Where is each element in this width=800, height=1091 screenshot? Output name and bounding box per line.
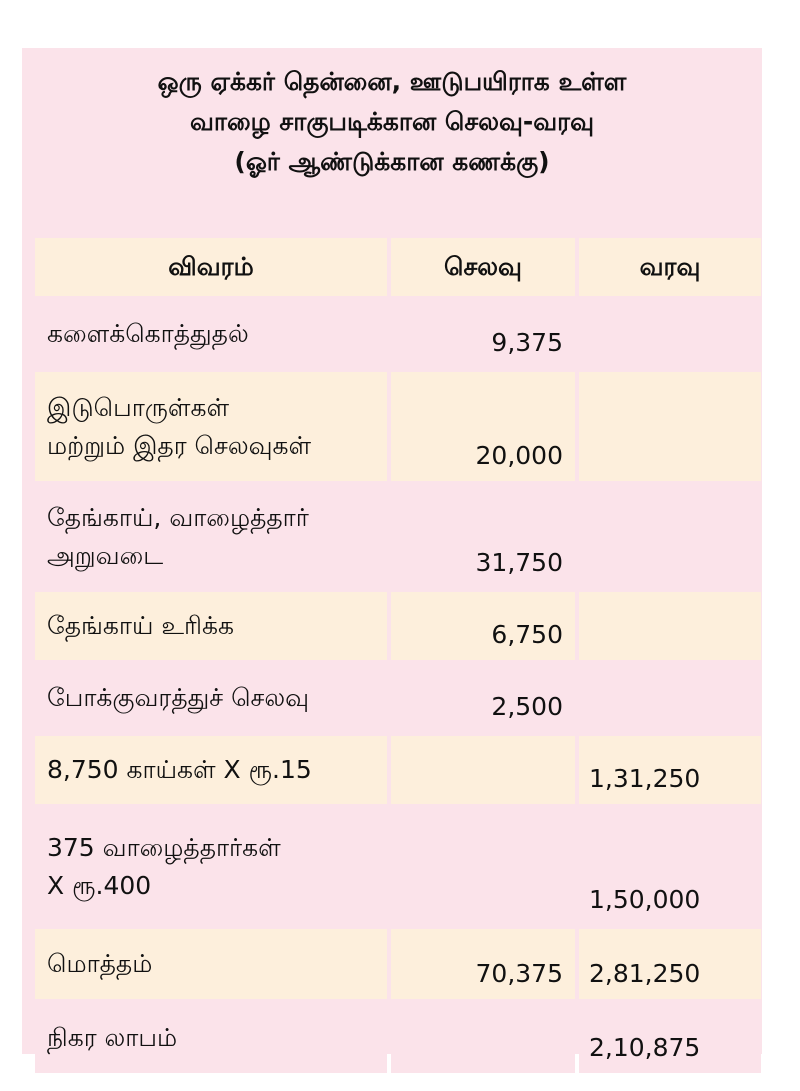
header-expense: செலவு (391, 238, 575, 296)
table-row (35, 485, 761, 588)
table-row (35, 372, 761, 481)
row-expense: 70,375 (391, 929, 575, 999)
row-expense (391, 808, 575, 925)
table-row-total (35, 929, 761, 999)
title-line-2: வாழை சாகுபடிக்கான செலவு-வரவு (189, 107, 595, 136)
row-expense: 31,750 (391, 485, 575, 588)
row-item: 375 வாழைத்தார்கள் X ரூ.400 (35, 808, 387, 925)
header-particulars: விவரம் (35, 238, 387, 296)
row-item: இடுபொருள்கள் மற்றும் இதர செலவுகள் (35, 372, 387, 481)
row-item: மொத்தம் (35, 929, 387, 999)
table-row (35, 664, 761, 732)
table-row (35, 300, 761, 368)
row-item: தேங்காய் உரிக்க (35, 592, 387, 660)
row-item: களைக்கொத்துதல் (35, 300, 387, 368)
row-item: தேங்காய், வாழைத்தார் அறுவடை (35, 485, 387, 588)
header-income: வரவு (579, 238, 761, 296)
row-item: நிகர லாபம் (35, 1003, 387, 1073)
row-expense: 6,750 (391, 592, 575, 660)
title-line-1: ஒரு ஏக்கர் தென்னை, ஊடுபயிராக உள்ள (157, 67, 627, 96)
row-expense: 9,375 (391, 300, 575, 368)
row-income: 1,50,000 (579, 808, 761, 925)
row-expense: 20,000 (391, 372, 575, 481)
table-row-net-profit (35, 1003, 761, 1073)
title-line-3: (ஓர் ஆண்டுக்கான கணக்கு) (234, 147, 550, 176)
row-income (579, 485, 761, 588)
row-expense (391, 736, 575, 804)
row-expense: 2,500 (391, 664, 575, 732)
cost-income-card (22, 48, 762, 1062)
row-income (579, 300, 761, 368)
row-income: 1,31,250 (579, 736, 761, 804)
row-income (579, 664, 761, 732)
row-income (579, 372, 761, 481)
table-row (35, 592, 761, 660)
row-item: 8,750 காய்கள் X ரூ.15 (35, 736, 387, 804)
table-row (35, 736, 761, 804)
table-row (35, 808, 761, 925)
row-expense (391, 1003, 575, 1073)
cost-income-table (31, 234, 765, 1077)
header-row (35, 238, 761, 296)
row-income (579, 592, 761, 660)
row-income: 2,81,250 (579, 929, 761, 999)
table-title (22, 62, 762, 182)
row-income: 2,10,875 (579, 1003, 761, 1073)
row-item: போக்குவரத்துச் செலவு (35, 664, 387, 732)
